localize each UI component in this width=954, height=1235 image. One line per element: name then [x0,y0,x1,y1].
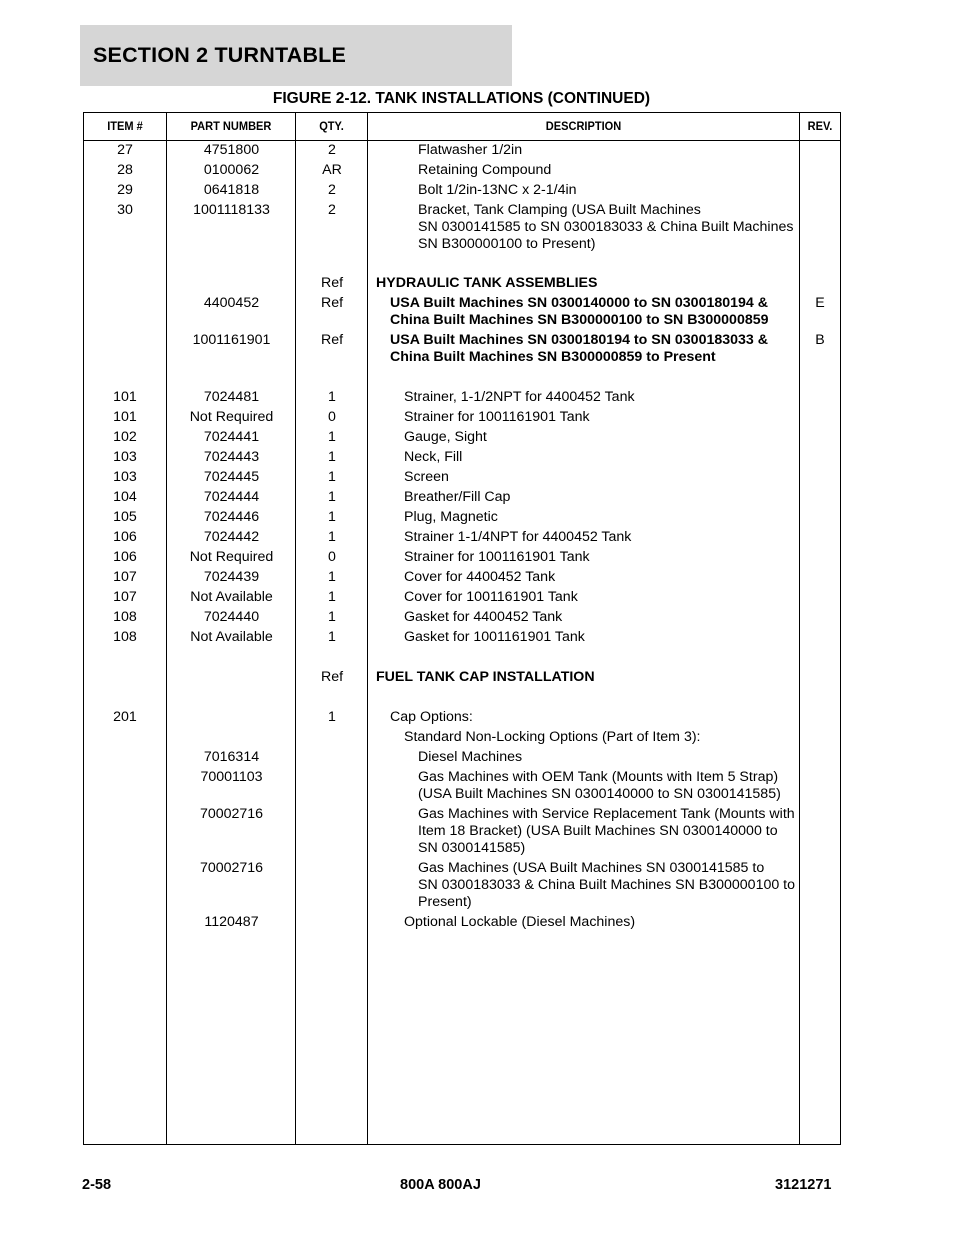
figure-title: FIGURE 2-12. TANK INSTALLATIONS (CONTINUED) [272,90,651,107]
qty-cell: 1 [328,449,336,465]
item-cell: 106 [113,529,137,545]
part-number-cell: 7024441 [203,429,260,445]
header-item: ITEM # [107,119,143,133]
qty-cell: 2 [328,202,336,218]
item-cell: 106 [113,549,137,565]
qty-cell: 2 [328,142,336,158]
item-cell: 105 [113,509,137,525]
footer-model: 800A 800AJ [400,1177,481,1193]
qty-cell: 1 [328,429,336,445]
table-row [84,708,842,728]
section-header [80,25,512,86]
table-row [84,748,842,768]
table-body [84,141,842,933]
qty-cell: 0 [328,549,336,565]
table-row [84,608,842,628]
table-row [84,508,842,528]
table-row [84,468,842,488]
part-number-cell: Not Required [189,409,274,425]
table-row [84,274,842,294]
description-cell: Bolt 1/2in-13NC x 2-1/4in [418,182,577,198]
description-cell: Gasket for 1001161901 Tank [404,629,585,645]
rev-cell: E [815,295,825,311]
table-row [84,181,842,201]
part-number-cell: 0641818 [203,182,260,198]
table-header [84,113,840,141]
description-cell: Gauge, Sight [404,429,487,445]
qty-cell: 1 [328,709,336,725]
description-cell: Cover for 1001161901 Tank [404,589,578,605]
item-cell: 28 [117,162,133,178]
part-number-cell: 7024445 [203,469,260,485]
part-number-cell: 7024444 [203,489,260,505]
section-title: SECTION 2 TURNTABLE [93,43,347,67]
part-number-cell: 7024440 [203,609,260,625]
rev-cell: B [815,332,825,348]
footer-page-number: 2-58 [82,1177,112,1193]
part-number-cell: 7024446 [203,509,260,525]
description-cell: Strainer 1-1/4NPT for 4400452 Tank [404,529,632,545]
item-cell: 101 [113,409,137,425]
description-cell: Flatwasher 1/2in [418,142,523,158]
header-qty: QTY. [319,119,344,133]
header-part-number: PART NUMBER [190,119,272,133]
part-number-cell: Not Available [190,589,273,605]
description-cell: Cover for 4400452 Tank [404,569,556,585]
table-row [84,331,842,368]
part-number-cell: 1001118133 [193,202,270,218]
table-row [84,548,842,568]
item-cell: 101 [113,389,137,405]
part-number-cell: 1120487 [204,914,259,930]
qty-cell: 1 [328,469,336,485]
item-cell: 102 [113,429,137,445]
qty-cell: 1 [328,629,336,645]
header-rev: REV. [807,119,833,133]
part-number-cell: 7016314 [203,749,260,765]
qty-cell: 1 [328,569,336,585]
qty-cell: AR [322,162,342,178]
part-number-cell: Not Required [189,549,274,565]
table-row [84,448,842,468]
table-row [84,588,842,608]
table-row [84,859,842,913]
description-cell: Strainer for 1001161901 Tank [404,409,590,425]
table-row [84,161,842,181]
qty-cell: 1 [328,589,336,605]
part-number-cell: 7024481 [203,389,260,405]
description-cell: Standard Non-Locking Options (Part of Item 3): [404,729,701,745]
table-row [84,388,842,408]
item-cell: 27 [117,142,133,158]
description-cell: Strainer for 1001161901 Tank [404,549,590,565]
qty-cell: 1 [328,489,336,505]
qty-cell: Ref [320,332,344,348]
description-cell: Plug, Magnetic [404,509,498,525]
description-cell: USA Built Machines SN 0300140000 to SN 0300180194 & China Built Machines SN B300000100 to SN B300000859 [390,295,769,328]
description-cell: Strainer, 1-1/2NPT for 4400452 Tank [404,389,635,405]
part-number-cell: 4751800 [203,142,260,158]
part-number-cell: 70001103 [200,769,263,785]
part-number-cell: 7024442 [203,529,260,545]
item-cell: 103 [113,449,137,465]
table-row [84,201,842,255]
qty-cell: 2 [328,182,336,198]
table-row [84,488,842,508]
table-row [84,294,842,331]
qty-cell: 1 [328,529,336,545]
description-cell: USA Built Machines SN 0300180194 to SN 0300183033 & China Built Machines SN B300000859 to Present [390,332,768,365]
part-number-cell: 70002716 [199,806,264,822]
qty-cell: Ref [320,669,344,685]
table-row [84,428,842,448]
item-cell: 108 [113,609,137,625]
footer-doc-number: 3121271 [775,1177,832,1193]
item-cell: 108 [113,629,137,645]
item-cell: 30 [117,202,133,218]
description-cell: Gasket for 4400452 Tank [404,609,563,625]
description-cell: Diesel Machines [418,749,523,765]
description-cell: Optional Lockable (Diesel Machines) [404,914,636,930]
item-cell: 107 [113,569,137,585]
table-row [84,408,842,428]
table-row [84,668,842,688]
header-description: DESCRIPTION [545,119,622,133]
table-row [84,768,842,805]
part-number-cell: 1001161901 [192,332,271,348]
description-cell: Retaining Compound [418,162,552,178]
table-row [84,913,842,933]
part-number-cell: 4400452 [203,295,260,311]
qty-cell: 0 [328,409,336,425]
table-row [84,528,842,548]
part-number-cell: 0100062 [203,162,260,178]
part-number-cell: 7024443 [203,449,260,465]
table-row [84,728,842,748]
description-cell: HYDRAULIC TANK ASSEMBLIES [376,275,598,291]
item-cell: 107 [113,589,137,605]
qty-cell: Ref [320,295,344,311]
description-cell: Gas Machines with OEM Tank (Mounts with Item 5 Strap) (USA Built Machines SN 0300140000 to SN 0300141585) [418,769,781,802]
qty-cell: 1 [328,609,336,625]
table-row [84,805,842,859]
part-number-cell: 7024439 [203,569,260,585]
table-row [84,141,842,161]
description-cell: Cap Options: [390,709,473,725]
description-cell: FUEL TANK CAP INSTALLATION [376,669,595,685]
description-cell: Bracket, Tank Clamping (USA Built Machines SN 0300141585 to SN 0300183033 & China Built Machines SN B300000100 to Present) [418,202,794,252]
qty-cell: 1 [328,509,336,525]
description-cell: Screen [404,469,449,485]
item-cell: 104 [113,489,137,505]
qty-cell: Ref [320,275,344,291]
table-row [84,628,842,648]
parts-table [83,112,841,1145]
description-cell: Gas Machines with Service Replacement Tank (Mounts with Item 18 Bracket) (USA Built Machines SN 0300140000 to SN 0300141585) [418,806,795,856]
description-cell: Gas Machines (USA Built Machines SN 0300141585 to SN 0300183033 & China Built Machines SN B300000100 to Present) [418,860,796,910]
table-row [84,568,842,588]
item-cell: 201 [113,709,137,725]
qty-cell: 1 [328,389,336,405]
part-number-cell: Not Available [190,629,273,645]
description-cell: Breather/Fill Cap [404,489,511,505]
item-cell: 29 [117,182,133,198]
part-number-cell: 70002716 [199,860,264,876]
description-cell: Neck, Fill [404,449,463,465]
item-cell: 103 [113,469,137,485]
